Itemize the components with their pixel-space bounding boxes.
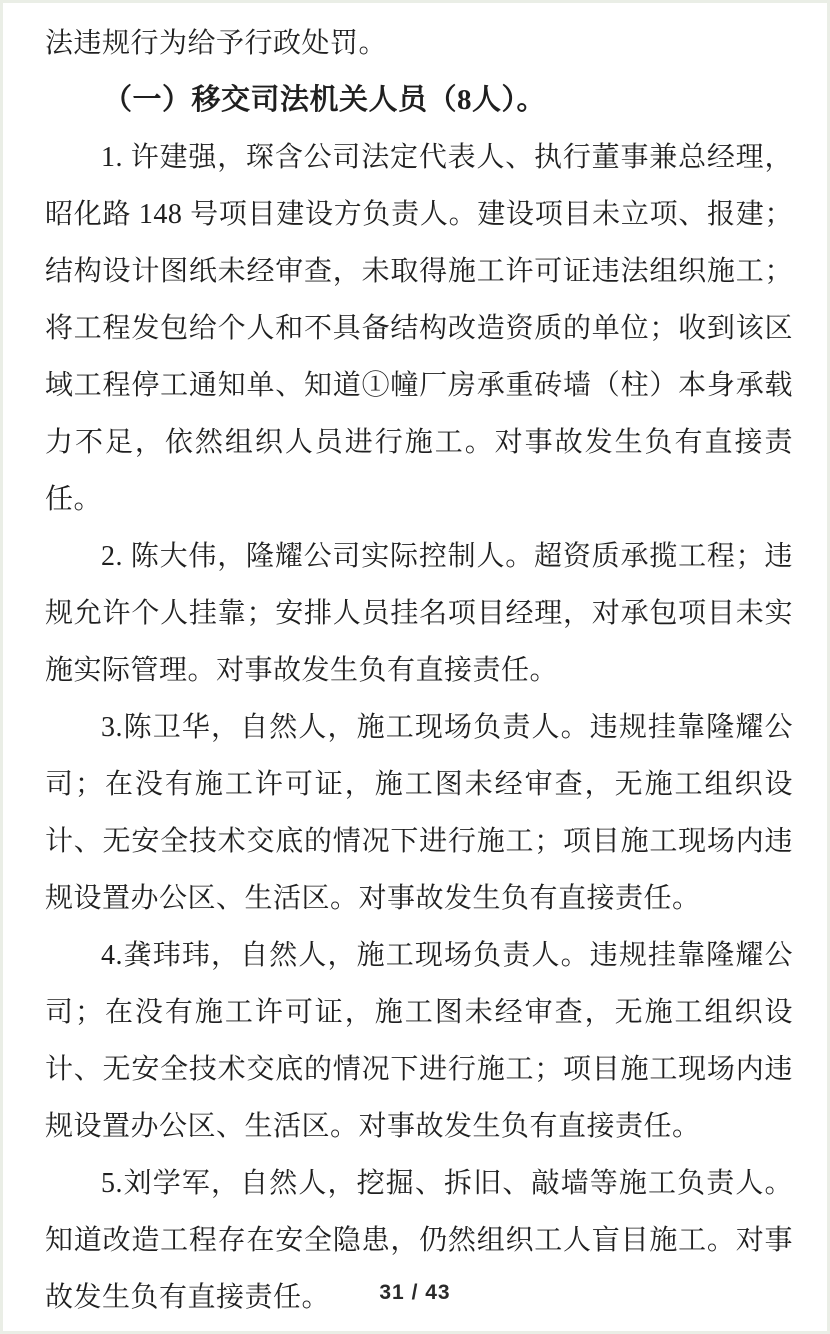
paragraph: 4.龚玮玮，自然人，施工现场负责人。违规挂靠隆耀公司；在没有施工许可证，施工图未经审查，无施工组织设计、无安全技术交底的情况下进行施工；项目施工现场内违规设置办公区、生活区。对事故发生负有直接责任。	[45, 940, 793, 1142]
document-text-block	[45, 15, 793, 1326]
paragraph: 2. 陈大伟，隆耀公司实际控制人。超资质承揽工程；违规允许个人挂靠；安排人员挂名项目经理，对承包项目未实施实际管理。对事故发生负有直接责任。	[45, 541, 793, 686]
paragraph: 1. 许建强，琛含公司法定代表人、执行董事兼总经理，昭化路 148 号项目建设方负责人。建设项目未立项、报建；结构设计图纸未经审查，未取得施工许可证违法组织施工；将工程发包给个人和不具备结构改造资质的单位；收到该区域工程停工通知单、知道①幢厂房承重砖墙（柱）本身承载力不足，依然组织人员进行施工。对事故发生负有直接责任。	[45, 142, 793, 515]
paragraph: 3.陈卫华，自然人，施工现场负责人。违规挂靠隆耀公司；在没有施工许可证，施工图未经审查，无施工组织设计、无安全技术交底的情况下进行施工；项目施工现场内违规设置办公区、生活区。对事故发生负有直接责任。	[45, 712, 793, 914]
continuation-line: 法违规行为给予行政处罚。	[45, 28, 388, 59]
page-number: 31 / 43	[379, 1281, 451, 1304]
paragraph: 5.刘学军，自然人，挖掘、拆旧、敲墙等施工负责人。知道改造工程存在安全隐患，仍然组织工人盲目施工。对事故发生负有直接责任。	[45, 1168, 793, 1313]
section-heading: （一）移交司法机关人员（8人）。	[103, 84, 547, 116]
